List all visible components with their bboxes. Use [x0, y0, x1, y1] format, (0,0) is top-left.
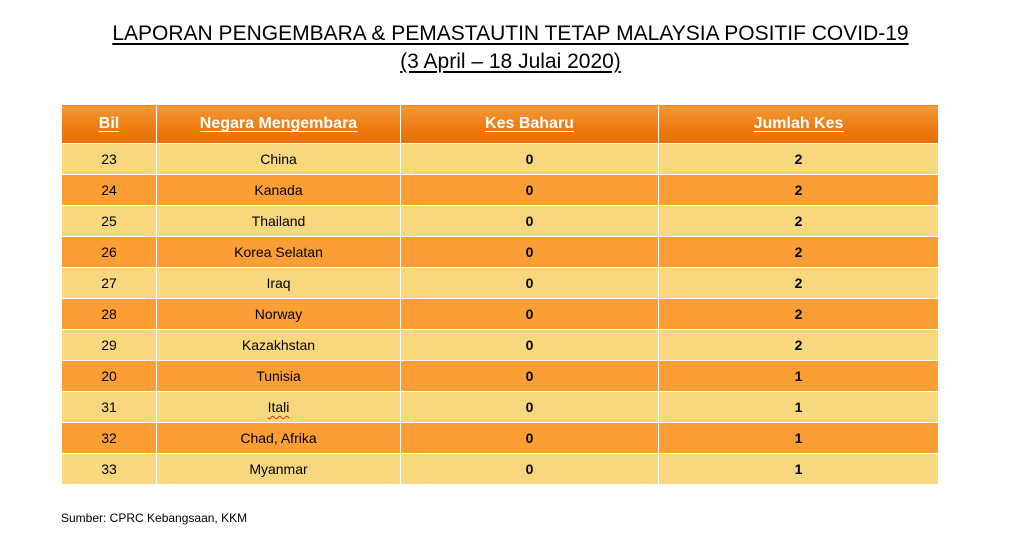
- table-row: [62, 237, 939, 268]
- cell-kes-baharu: 0: [401, 454, 659, 485]
- cell-kes-baharu: 0: [401, 330, 659, 361]
- header-kes-baharu: Kes Baharu: [401, 105, 659, 144]
- table-row: [62, 330, 939, 361]
- cell-negara: Norway: [157, 299, 401, 330]
- cell-kes-baharu: 0: [401, 423, 659, 454]
- cell-jumlah-kes: 2: [659, 175, 939, 206]
- report-date-range: (3 April – 18 Julai 2020): [400, 50, 621, 73]
- cell-bil: 31: [62, 392, 157, 423]
- table-row: [62, 423, 939, 454]
- cell-negara: Iraq: [157, 268, 401, 299]
- cell-negara: Tunisia: [157, 361, 401, 392]
- cell-jumlah-kes: 2: [659, 268, 939, 299]
- cell-negara: Kazakhstan: [157, 330, 401, 361]
- cell-negara: Thailand: [157, 206, 401, 237]
- cell-bil: 29: [62, 330, 157, 361]
- cell-negara: Kanada: [157, 175, 401, 206]
- cell-kes-baharu: 0: [401, 299, 659, 330]
- table-row: [62, 392, 939, 423]
- cell-negara: Chad, Afrika: [157, 423, 401, 454]
- cell-bil: 32: [62, 423, 157, 454]
- table-row: [62, 299, 939, 330]
- cell-bil: 27: [62, 268, 157, 299]
- cell-negara: Myanmar: [157, 454, 401, 485]
- table-row: [62, 361, 939, 392]
- table-header-row: [62, 105, 939, 144]
- cell-jumlah-kes: 2: [659, 330, 939, 361]
- covid-travellers-table: [61, 104, 939, 485]
- cell-kes-baharu: 0: [401, 268, 659, 299]
- source-note: Sumber: CPRC Kebangsaan, KKM: [61, 511, 248, 525]
- cell-kes-baharu: 0: [401, 237, 659, 268]
- cell-bil: 23: [62, 144, 157, 175]
- table-row: [62, 268, 939, 299]
- cell-kes-baharu: 0: [401, 392, 659, 423]
- header-bil: Bil: [62, 105, 157, 144]
- cell-kes-baharu: 0: [401, 361, 659, 392]
- cell-negara: Itali: [157, 392, 401, 423]
- cell-jumlah-kes: 1: [659, 423, 939, 454]
- cell-bil: 24: [62, 175, 157, 206]
- cell-jumlah-kes: 1: [659, 454, 939, 485]
- cell-jumlah-kes: 2: [659, 237, 939, 268]
- table-row: [62, 144, 939, 175]
- cell-bil: 25: [62, 206, 157, 237]
- cell-bil: 26: [62, 237, 157, 268]
- report-title: LAPORAN PENGEMBARA & PEMASTAUTIN TETAP MALAYSIA POSITIF COVID-19: [112, 22, 909, 45]
- table-row: [62, 454, 939, 485]
- table-row: [62, 175, 939, 206]
- cell-negara: Korea Selatan: [157, 237, 401, 268]
- cell-kes-baharu: 0: [401, 206, 659, 237]
- cell-kes-baharu: 0: [401, 175, 659, 206]
- cell-jumlah-kes: 2: [659, 299, 939, 330]
- cell-jumlah-kes: 1: [659, 392, 939, 423]
- header-negara-mengembara: Negara Mengembara: [157, 105, 401, 144]
- cell-bil: 20: [62, 361, 157, 392]
- table-row: [62, 206, 939, 237]
- cell-bil: 33: [62, 454, 157, 485]
- cell-jumlah-kes: 2: [659, 144, 939, 175]
- cell-jumlah-kes: 2: [659, 206, 939, 237]
- cell-bil: 28: [62, 299, 157, 330]
- cell-jumlah-kes: 1: [659, 361, 939, 392]
- cell-kes-baharu: 0: [401, 144, 659, 175]
- header-jumlah-kes: Jumlah Kes: [659, 105, 939, 144]
- cell-negara: China: [157, 144, 401, 175]
